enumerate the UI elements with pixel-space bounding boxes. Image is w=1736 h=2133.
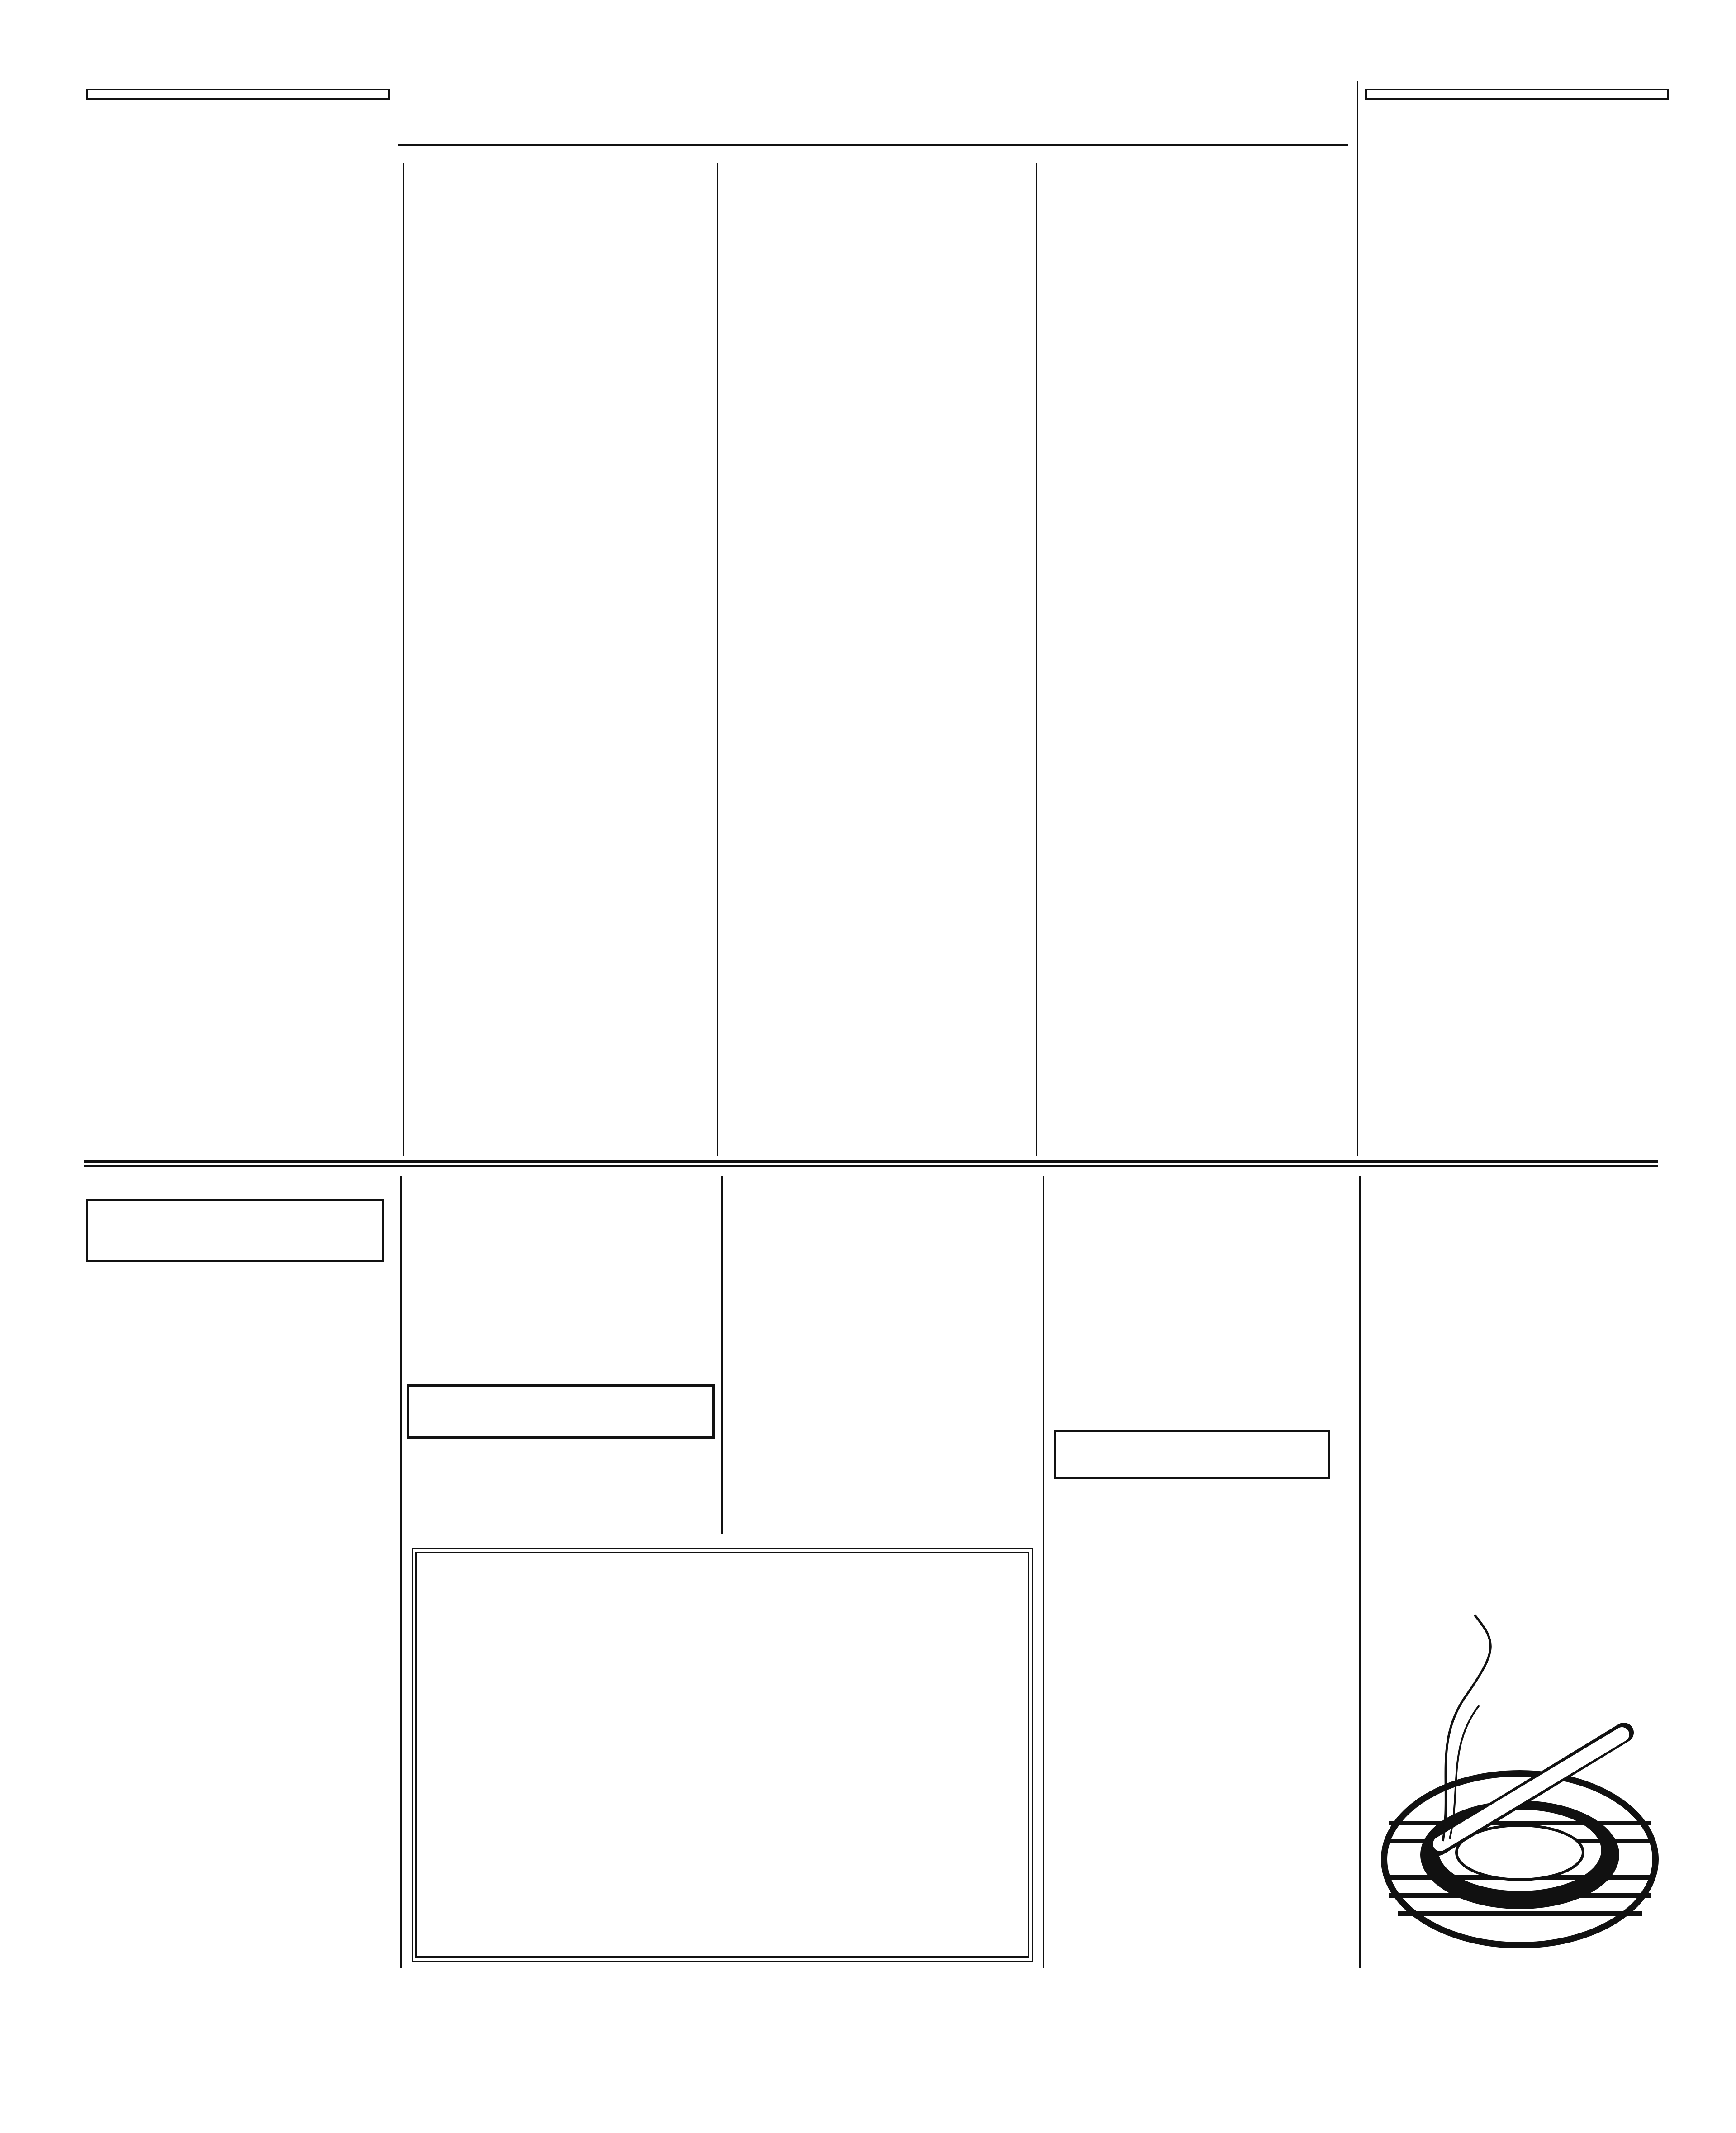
weather-box-right [1365,89,1669,100]
column-rule [1043,1176,1044,1968]
section-rule [84,1160,1658,1163]
station-logo-4ya [86,1199,384,1262]
broadcasts-to-schools-box [415,1552,1029,1958]
column-rule [1359,1176,1361,1968]
column-rule [721,1176,723,1534]
weather-box-left [86,89,390,100]
column-rule [1036,163,1037,1156]
column-rule [403,163,404,1156]
title-rule [398,144,1348,146]
column-rule [717,163,718,1156]
de-reszke-advertisement [1371,1416,1660,1968]
de-reszke-ad-art [1371,1416,1660,1968]
station-logo-4yz [1054,1430,1330,1479]
station-logo-4yo [407,1384,715,1439]
column-rule [400,1176,402,1968]
section-rule [84,1165,1658,1167]
column-rule [1357,81,1358,1156]
